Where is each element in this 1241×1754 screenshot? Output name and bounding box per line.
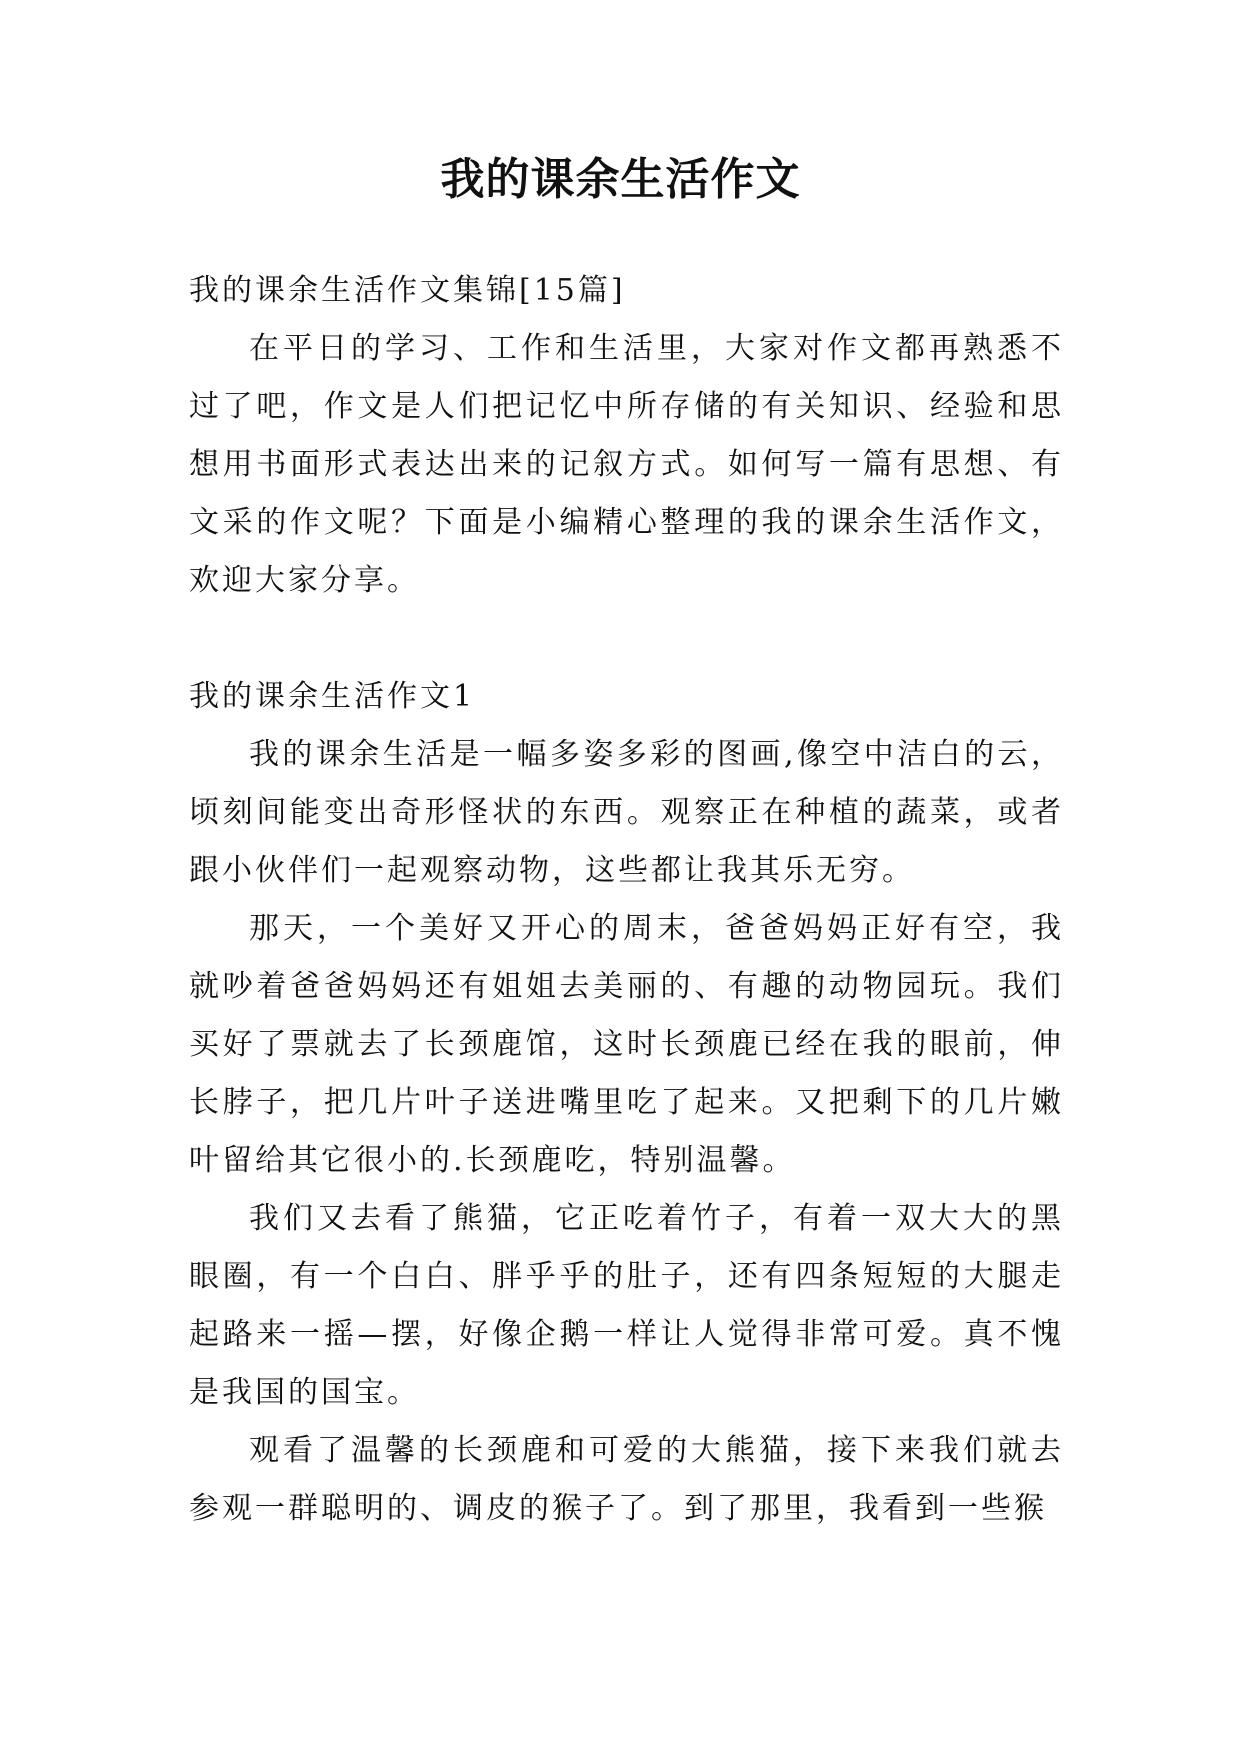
intro-paragraph: 在平日的学习、工作和生活里，大家对作文都再熟悉不过了吧，作文是人们把记忆中所存储的有关知识、经验和思想用书面形式表达出来的记叙方式。如何写一篇有思想、有文采的作文呢？下面是小编精心整理的我的课余生活作文，欢迎大家分享。 <box>189 331 1064 598</box>
document-title: 我的课余生活作文 <box>440 154 801 205</box>
essay-1-paragraph-1: 我的课余生活是一幅多姿多彩的图画,像空中洁白的云，顷刻间能变出奇形怪状的东西。观察正在种植的蔬菜，或者跟小伙伴们一起观察动物，这些都让我其乐无穷。 <box>189 737 1064 888</box>
essay-1-paragraph-3: 我们又去看了熊猫，它正吃着竹子，有着一双大大的黑眼圈，有一个白白、胖乎乎的肚子，还有四条短短的大腿走起路来一摇—摆，好像企鹅一样让人觉得非常可爱。真不愧是我国的国宝。 <box>189 1201 1064 1410</box>
section-spacer <box>189 610 1064 668</box>
essay-1-paragraph-2: 那天，一个美好又开心的周末，爸爸妈妈正好有空，我就吵着爸爸妈妈还有姐姐去美丽的、有趣的动物园玩。我们买好了票就去了长颈鹿馆，这时长颈鹿已经在我的眼前，伸长脖子，把几片叶子送进嘴里吃了起来。又把剩下的几片嫩叶留给其它很小的.长颈鹿吃，特别温馨。 <box>189 911 1064 1178</box>
collection-heading: 我的课余生活作文集锦[15篇] <box>189 273 626 308</box>
essay-1-heading: 我的课余生活作文1 <box>189 679 476 714</box>
essay-1-paragraph-4: 观看了温馨的长颈鹿和可爱的大熊猫，接下来我们就去参观一群聪明的、调皮的猴子了。到了那里，我看到一些猴 <box>189 1433 1064 1526</box>
document-body <box>189 262 1064 1538</box>
